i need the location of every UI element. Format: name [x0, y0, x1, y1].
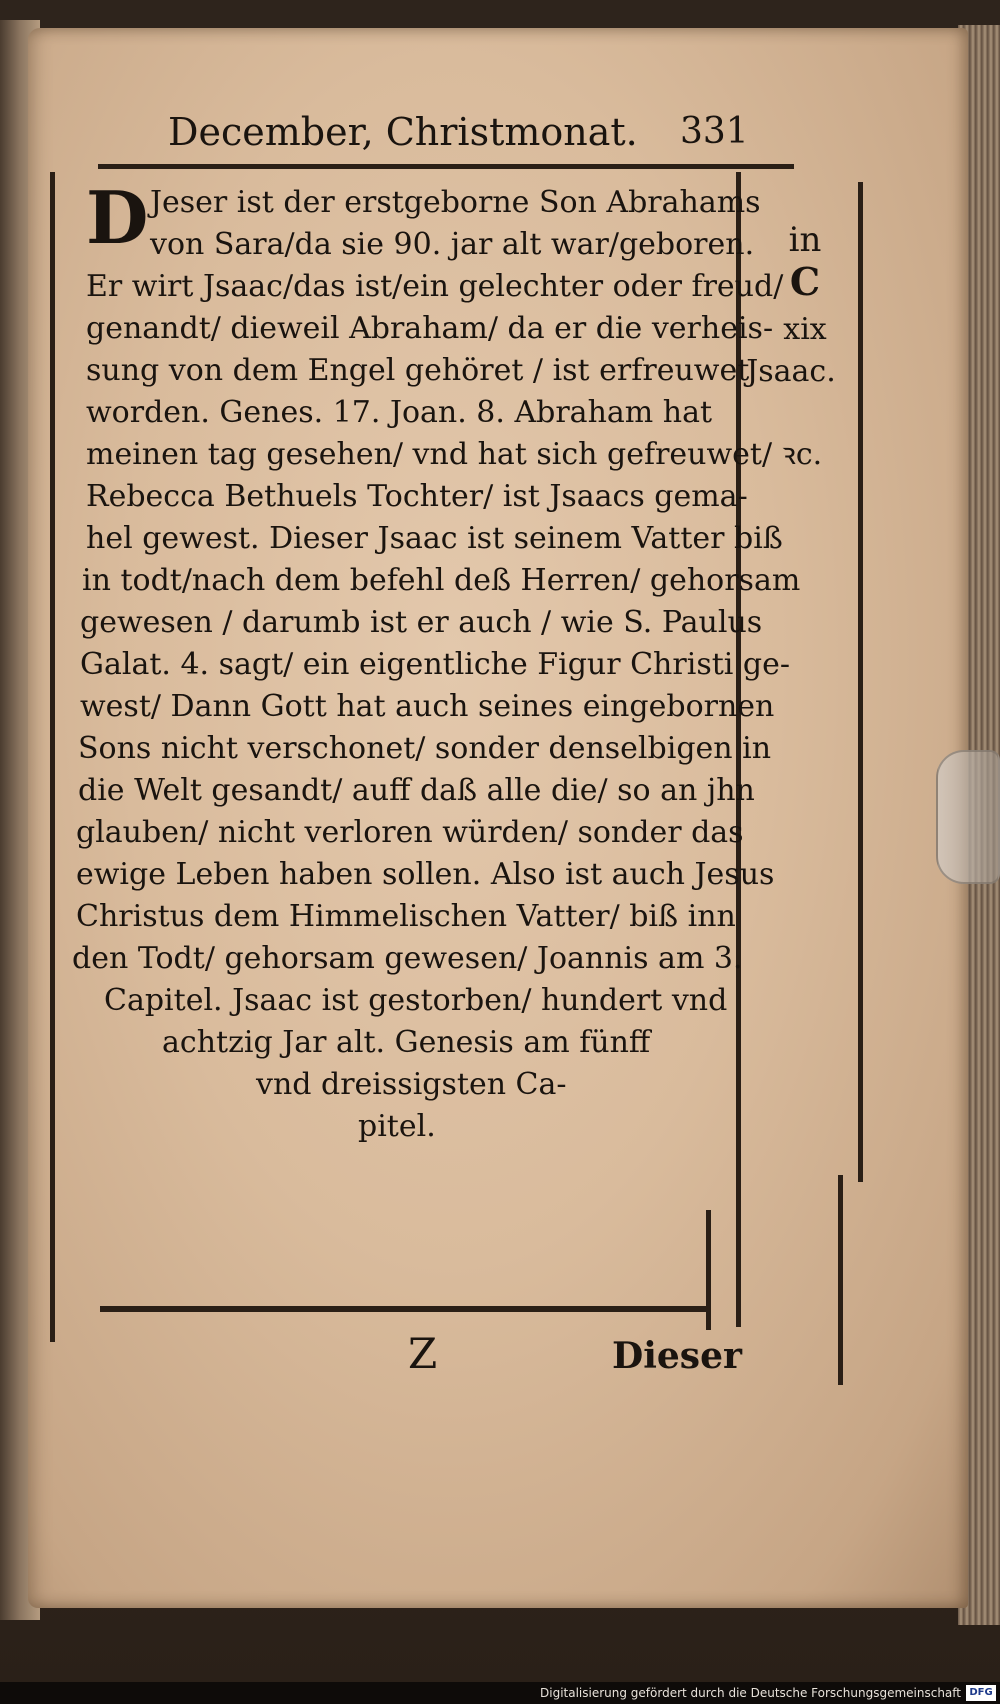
dfg-logo: DFG — [966, 1685, 996, 1701]
text-line: Galat. 4. sagt/ ein eigentliche Figur Christi ge- — [80, 647, 790, 682]
text-line: west/ Dann Gott hat auch seines eingebornen — [80, 689, 775, 724]
running-header: December, Christmonat. — [168, 110, 638, 154]
margin-line: Jsaac. — [746, 354, 836, 389]
text-line: von Sara/da sie 90. jar alt war/geboren. — [150, 227, 755, 262]
book-clasp — [936, 750, 1000, 884]
footer-credit: Digitalisierung gefördert durch die Deutsche Forschungsgemeinschaft — [540, 1686, 962, 1700]
margin-line: in — [788, 220, 822, 260]
dropcap-initial: D — [86, 175, 149, 260]
text-line: meinen tag gesehen/ vnd hat sich gefreuwet/ ꝛc. — [86, 437, 823, 472]
text-line: sung von dem Engel gehöret / ist erfreuwet — [86, 353, 750, 388]
header-rule — [98, 164, 794, 169]
margin-frame-rule-lower — [838, 1175, 843, 1385]
text-line: hel gewest. Dieser Jsaac ist seinem Vatter biß — [86, 521, 783, 556]
text-line: Rebecca Bethuels Tochter/ ist Jsaacs gema- — [86, 479, 748, 514]
text-line: Sons nicht verschonet/ sonder denselbigen in — [78, 731, 772, 766]
text-line: Capitel. Jsaac ist gestorben/ hundert vnd — [104, 983, 728, 1018]
bottom-rule — [100, 1306, 708, 1312]
text-line: vnd dreissigsten Ca- — [256, 1067, 567, 1102]
text-frame-right-rule-lower — [706, 1210, 711, 1330]
catchword: Dieser — [612, 1335, 742, 1377]
text-line: ewige Leben haben sollen. Also ist auch Jesus — [76, 857, 775, 892]
text-line: den Todt/ gehorsam gewesen/ Joannis am 3. — [72, 941, 743, 976]
text-line: genandt/ dieweil Abraham/ da er die verheis- — [86, 311, 774, 346]
margin-frame-rule — [858, 182, 863, 1182]
page-number: 331 — [680, 111, 749, 152]
margin-line: C — [789, 259, 821, 304]
text-line: glauben/ nicht verloren würden/ sonder das — [76, 815, 744, 850]
text-line: die Welt gesandt/ auff daß alle die/ so an jhn — [78, 773, 755, 808]
text-line: Christus dem Himmelischen Vatter/ biß inn — [76, 899, 736, 934]
text-line: achtzig Jar alt. Genesis am fünff — [162, 1025, 651, 1060]
margin-line: xix — [783, 312, 827, 347]
text-frame-left-rule — [50, 172, 55, 1342]
text-line: worden. Genes. 17. Joan. 8. Abraham hat — [86, 395, 713, 430]
text-line: pitel. — [358, 1109, 436, 1144]
signature-mark: Z — [408, 1329, 438, 1378]
text-line: in todt/nach dem befehl deß Herren/ gehorsam — [82, 563, 801, 598]
text-line: Er wirt Jsaac/das ist/ein gelechter oder freud/ — [86, 269, 784, 304]
text-line: Jeser ist der erstgeborne Son Abrahams — [150, 185, 761, 220]
text-line: gewesen / darumb ist er auch / wie S. Paulus — [80, 605, 763, 640]
